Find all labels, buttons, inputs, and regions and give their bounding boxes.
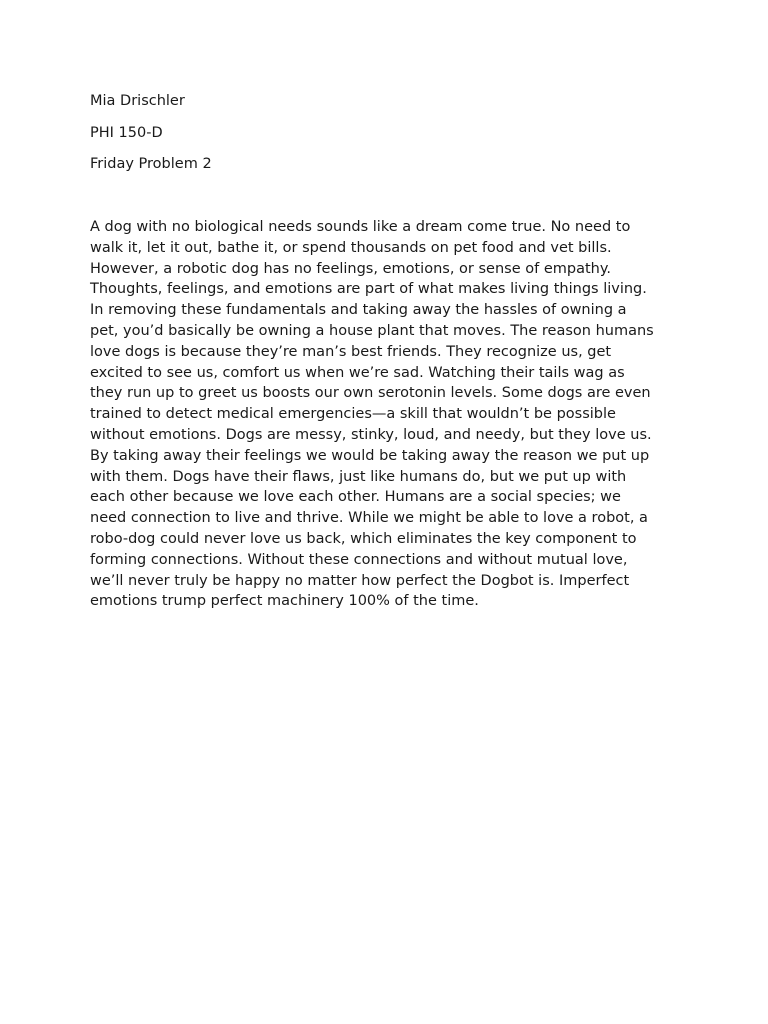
paragraph-line: A dog with no biological needs sounds like a dream come true. No need to — [90, 219, 631, 235]
paragraph-line: we’ll never truly be happy no matter how perfect the Dogbot is. Imperfect — [90, 572, 630, 589]
paragraph-line: However, a robotic dog has no feelings, emotions, or sense of empathy. — [90, 260, 611, 277]
paragraph-line: walk it, let it out, bathe it, or spend thousands on pet food and vet bills. — [90, 239, 612, 256]
author-name: Mia Drischler — [90, 93, 185, 109]
paragraph-line: forming connections. Without these connections and without mutual love, — [90, 551, 628, 568]
paragraph-line: love dogs is because they’re man’s best friends. They recognize us, get — [90, 343, 612, 360]
paragraph-line: emotions trump perfect machinery 100% of the time. — [90, 593, 479, 610]
paragraph-line: need connection to live and thrive. While we might be able to love a robot, a — [90, 510, 648, 527]
paragraph-line: Thoughts, feelings, and emotions are part of what makes living things living. — [90, 281, 647, 298]
assignment-title: Friday Problem 2 — [90, 156, 212, 172]
paragraph-line: trained to detect medical emergencies—a skill that wouldn’t be possible — [90, 406, 616, 423]
paragraph-line: robo-dog could never love us back, which eliminates the key component to — [90, 530, 637, 547]
paragraph-line: they run up to greet us boosts our own serotonin levels. Some dogs are even — [90, 385, 651, 402]
paragraph-line: By taking away their feelings we would be taking away the reason we put up — [90, 447, 650, 464]
paragraph-line: pet, you’d basically be owning a house plant that moves. The reason humans — [90, 322, 654, 339]
paragraph-line: without emotions. Dogs are messy, stinky, loud, and needy, but they love us. — [90, 426, 652, 443]
essay-paragraph — [90, 217, 690, 612]
paragraph-line: with them. Dogs have their flaws, just like humans do, but we put up with — [90, 468, 627, 485]
course-code: PHI 150-D — [90, 125, 163, 141]
paragraph-line: In removing these fundamentals and taking away the hassles of owning a — [90, 302, 627, 319]
paragraph-line: excited to see us, comfort us when we’re sad. Watching their tails wag as — [90, 364, 625, 381]
paragraph-line: each other because we love each other. Humans are a social species; we — [90, 489, 621, 506]
